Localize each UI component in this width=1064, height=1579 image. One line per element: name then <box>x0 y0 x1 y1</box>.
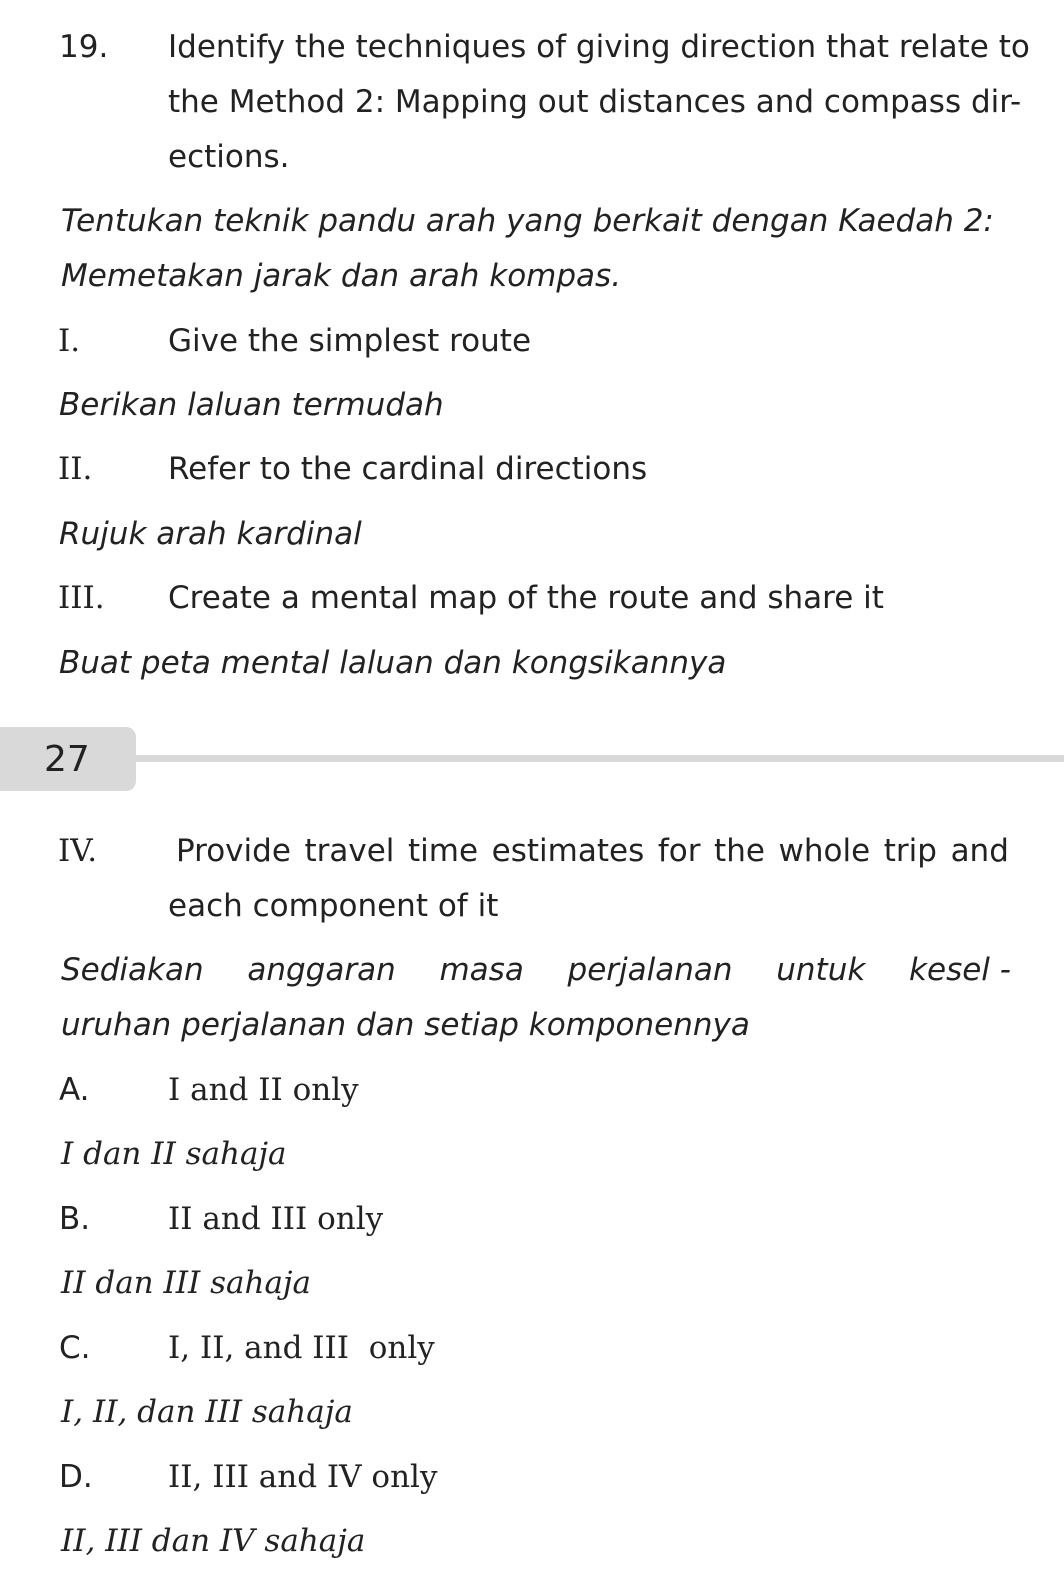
question-stem-en-line-2: the Method 2: Mapping out distances and compass dir- <box>168 84 1022 120</box>
word: time <box>408 833 479 869</box>
option-text-en: I, II, and III only <box>168 1330 435 1366</box>
option-text-en: I and II only <box>168 1072 359 1108</box>
option-letter: D. <box>59 1459 93 1495</box>
word: for <box>657 833 701 869</box>
statement-iv-ms-line-1 <box>61 950 1011 990</box>
option-text-ms: II dan III sahaja <box>61 1265 312 1301</box>
word: perjalanan <box>567 952 733 988</box>
statement-numeral: II. <box>58 451 93 487</box>
statement-text-en: Create a mental map of the route and share it <box>168 580 884 616</box>
option-text-ms: I, II, dan III sahaja <box>61 1394 353 1430</box>
word: trip <box>883 833 937 869</box>
option-letter: C. <box>59 1330 91 1366</box>
word: travel <box>304 833 395 869</box>
page-number: 27 <box>44 739 90 780</box>
option-text-ms: I dan II sahaja <box>61 1136 287 1172</box>
statement-numeral: IV. <box>58 833 98 869</box>
question-number: 19. <box>59 29 109 65</box>
page-divider-rule <box>136 755 1064 762</box>
word: whole <box>778 833 871 869</box>
word: anggaran <box>247 952 396 988</box>
word: Provide <box>176 833 291 869</box>
question-stem-en-line-1: Identify the techniques of giving direction that relate to <box>168 29 1030 65</box>
word: untuk <box>776 952 866 988</box>
statement-text-en: Refer to the cardinal directions <box>168 451 648 487</box>
word: Sediakan <box>61 952 204 988</box>
question-stem-ms-line-2: Memetakan jarak dan arah kompas. <box>61 258 622 294</box>
statement-iv-ms-line-2: uruhan perjalanan dan setiap komponennya <box>61 1007 750 1043</box>
option-letter: B. <box>59 1201 91 1237</box>
question-stem-ms-line-1: Tentukan teknik pandu arah yang berkait dengan Kaedah 2: <box>61 203 994 239</box>
option-letter: A. <box>59 1072 90 1108</box>
statement-text-ms: Buat peta mental laluan dan kongsikannya <box>59 645 727 681</box>
word: kesel - <box>909 952 1011 988</box>
statement-iv-en-line-1 <box>176 831 1009 871</box>
statement-text-ms: Berikan laluan termudah <box>59 387 444 423</box>
statement-numeral: III. <box>58 580 105 616</box>
statement-text-en: Give the simplest route <box>168 323 532 359</box>
option-text-en: II, III and IV only <box>168 1459 438 1495</box>
word: and <box>950 833 1009 869</box>
previous-page-fragment <box>60 0 130 2</box>
word: the <box>714 833 765 869</box>
word: masa <box>439 952 524 988</box>
statement-numeral: I. <box>58 323 81 359</box>
statement-text-ms: Rujuk arah kardinal <box>59 516 362 552</box>
option-text-ms: II, III dan IV sahaja <box>61 1523 366 1559</box>
statement-iv-en-line-2: each component of it <box>168 888 499 924</box>
question-stem-en-line-3: ections. <box>168 139 290 175</box>
word: estimates <box>491 833 645 869</box>
option-text-en: II and III only <box>168 1201 384 1237</box>
